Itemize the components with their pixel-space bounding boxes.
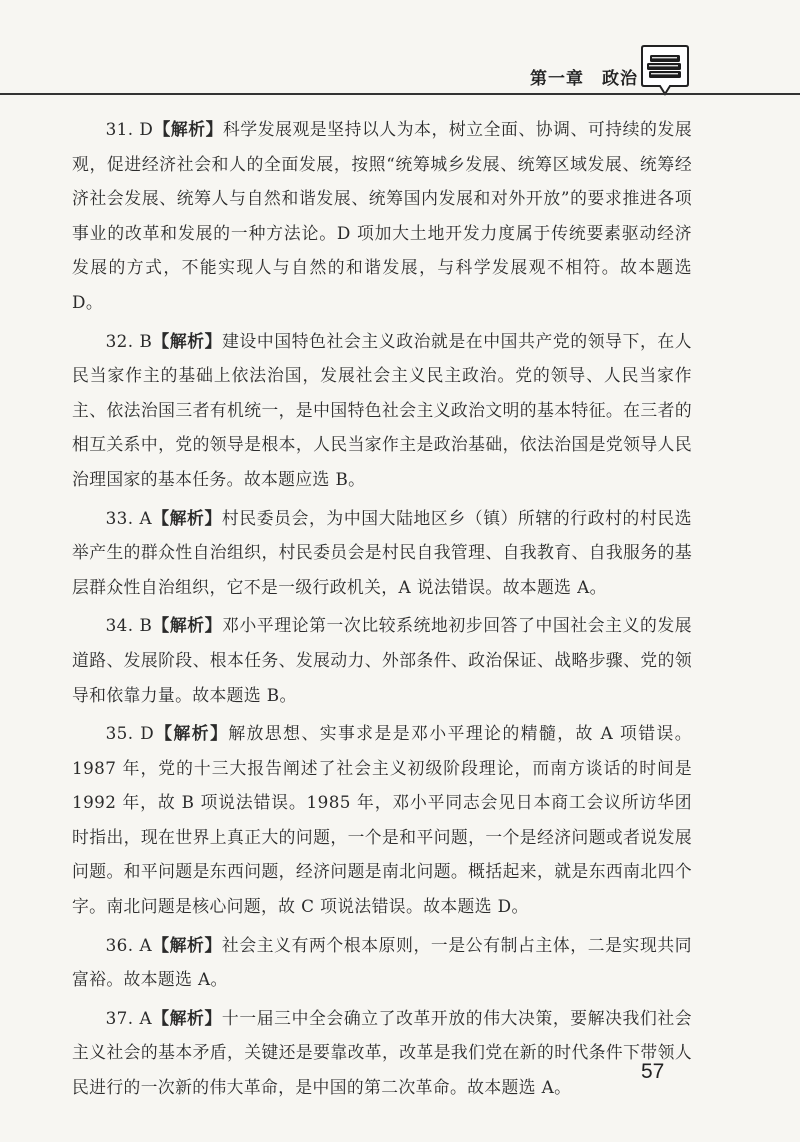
explanation-text: 社会主义有两个根本原则，一是公有制占主体，二是实现共同富裕。故本题选 A。 — [72, 934, 692, 990]
explanation-text: 十一届三中全会确立了改革开放的伟大决策，要解决我们社会主义社会的基本矛盾，关键还是要靠改革，改革是我们党在新的时代条件下带领人民进行的一次新的伟大革命，是中国的第二次革命。故本题选 A。 — [72, 1007, 692, 1098]
explanation-32 — [72, 324, 692, 497]
explanation-text: 村民委员会，为中国大陆地区乡（镇）所辖的行政村的村民选举产生的群众性自治组织，村民委员会是村民自我管理、自我教育、自我服务的基层群众性自治组织，它不是一级行政机关，A 说法错误。故本题选 A。 — [72, 507, 692, 597]
question-answer: 36. A — [105, 934, 152, 955]
question-answer: 37. A — [105, 1007, 152, 1028]
question-answer: 32. B — [105, 330, 153, 351]
chapter-title: 第一章 政治 — [530, 69, 638, 89]
explanation-34 — [72, 608, 692, 712]
analysis-tag: 【解析】 — [151, 934, 222, 955]
explanation-text: 邓小平理论第一次比较系统地初步回答了中国社会主义的发展道路、发展阶段、根本任务、发展动力、外部条件、政治保证、战略步骤、党的领导和依靠力量。故本题选 B。 — [72, 615, 692, 705]
analysis-tag: 【解析】 — [153, 119, 223, 139]
analysis-tag: 【解析】 — [151, 1007, 222, 1028]
answer-explanations — [72, 112, 692, 1109]
explanation-36 — [72, 928, 692, 997]
explanation-text: 科学发展观是坚持以人为本，树立全面、协调、可持续的发展观，促进经济社会和人的全面发展，按照“统筹城乡发展、统筹区域发展、统筹经济社会发展、统筹人与自然和谐发展、统筹国内发展和对外开放”的要求推进各项事业的改革和发展的一种方法论。D 项加大土地开发力度属于传统要素驱动经济发展的方式，不能实现人与自然的和谐发展，与科学发展观不相符。故本题选 D。 — [72, 119, 692, 312]
page-number: 57 — [641, 1060, 665, 1083]
explanation-text: 建设中国特色社会主义政治就是在中国共产党的领导下，在人民当家作主的基础上依法治国，发展社会主义民主政治。党的领导、人民当家作主、依法治国三者有机统一，是中国特色社会主义政治文明的基本特征。在三者的相互关系中，党的领导是根本，人民当家作主是政治基础，依法治国是党领导人民治理国家的基本任务。故本题应选 B。 — [72, 330, 692, 489]
explanation-text: 解放思想、实事求是是邓小平理论的精髓，故 A 项错误。1987 年，党的十三大报告阐述了社会主义初级阶段理论，而南方谈话的时间是 1992 年，故 B 项说法错误。1985 年，邓小平同志会见日本商工会议所访华团时指出，现在世界上真正大的问题，一个是和平问题，一个是经济问题或者说发展问题。和平问题是东西问题，经济问题是南北问题。概括起来，就是东西南北四个字。南北问题是核心问题，故 C 项说法错误。故本题选 D。 — [72, 723, 692, 917]
header-divider — [0, 93, 800, 95]
analysis-tag: 【解析】 — [154, 723, 229, 744]
analysis-tag: 【解析】 — [152, 330, 223, 351]
question-answer: 31. D — [105, 119, 154, 139]
question-answer: 34. B — [105, 615, 153, 636]
analysis-tag: 【解析】 — [151, 507, 222, 528]
explanation-37 — [72, 1001, 692, 1105]
question-answer: 33. A — [105, 507, 152, 528]
explanation-35 — [72, 716, 692, 924]
question-answer: 35. D — [105, 723, 155, 744]
explanation-31 — [72, 112, 692, 320]
explanation-33 — [72, 501, 692, 605]
analysis-tag: 【解析】 — [152, 615, 223, 636]
page-header — [0, 0, 800, 100]
books-stack-icon — [640, 44, 690, 100]
